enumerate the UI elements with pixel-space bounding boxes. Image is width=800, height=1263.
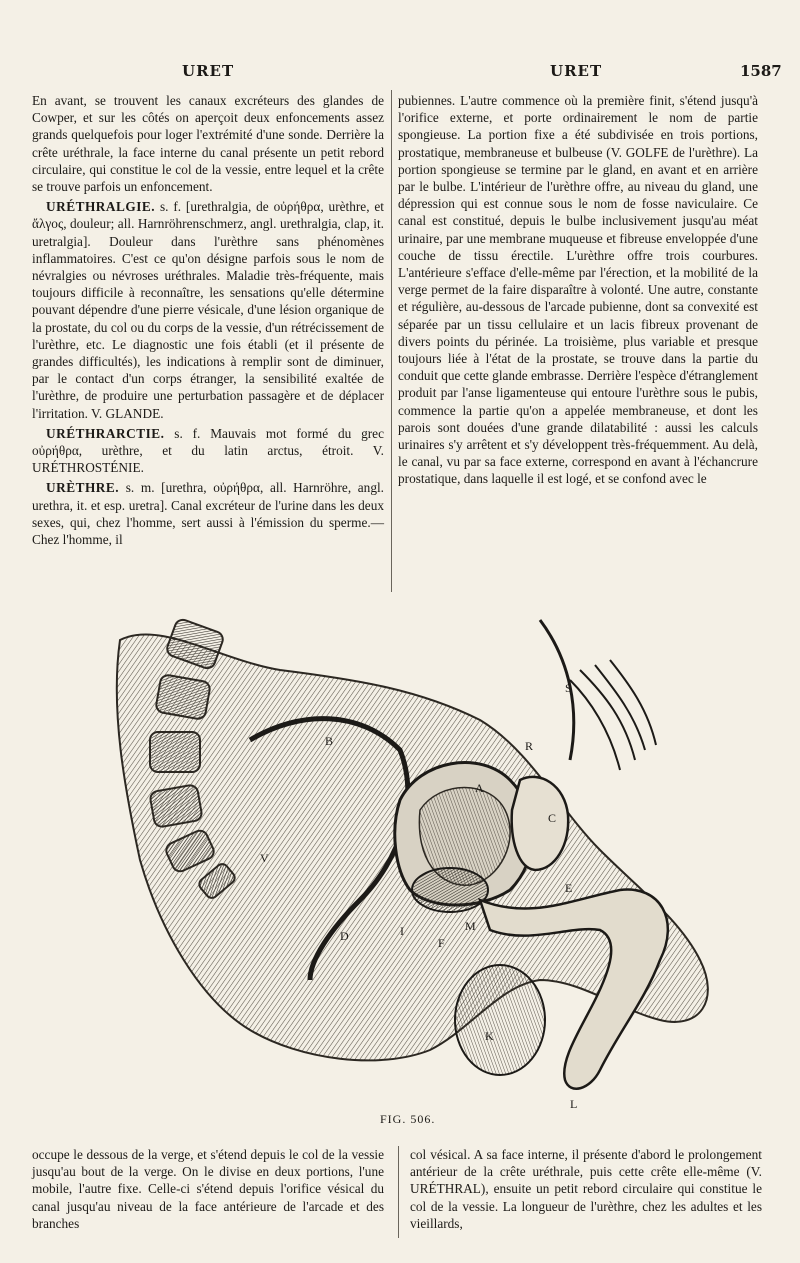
testis: [455, 965, 545, 1075]
pubic-bone: [512, 777, 568, 870]
running-head-left: URET: [182, 62, 235, 80]
figure-caption: FIG. 506.: [380, 1112, 436, 1126]
paragraph: En avant, se trouvent les canaux excréteurs des glandes de Cowper, et sur les côtés on aperçoit deux enfoncements assez grands quelquefois pour loger l'extrémité d'une sonde. Derrière la crête uréthrale, la face interne du canal présente un petit rebord circulaire, qui constitue le col de la vessie, entre lequel et la crête se trouve parfois un enfoncement.: [32, 93, 384, 195]
paragraph: col vésical. A sa face interne, il présente d'abord le prolongement antérieur de la crête uréthrale, puis cette crête elle-même (V. URÉTHRAL), ensuite un petit rebord circulaire qui constitue le col de la vessie. La longueur de l'urèthre, chez les adultes et les vieillards,: [410, 1147, 762, 1231]
right-column: [398, 92, 758, 491]
label-R: R: [525, 739, 534, 753]
label-V: V: [260, 851, 269, 865]
left-column: [32, 92, 384, 551]
label-K: K: [485, 1029, 494, 1043]
label-A: A: [475, 781, 484, 795]
entry-text: s. f. Mauvais mot formé du grec οὐρήθρα, urèthre, et du latin arctus, étroit. V. URÉTHROSTÉNIE.: [32, 425, 384, 476]
label-I: I: [400, 924, 404, 938]
dictionary-entry: [32, 479, 384, 548]
entry-headword: URÉTHRARCTIE.: [46, 425, 165, 441]
label-L: L: [570, 1097, 578, 1111]
paragraph: occupe le dessous de la verge, et s'étend depuis le col de la vessie jusqu'au bout de la verge. On le divise en deux portions, l'une mobile, l'autre fixe. Celle-ci s'étend depuis l'orifice vésical du canal jusqu'au niveau de la face antérieure de l'arcade et des branches: [32, 1147, 384, 1231]
entry-text: s. m. [urethra, οὐρήθρα, all. Harnröhre, angl. urethra, it. et esp. uretra]. Canal excréteur de l'urine dans les deux sexes, qui, chez l'homme, sert aussi à l'émission du sperme.—Chez l'homme, il: [32, 480, 384, 548]
entry-headword: URÉTHRALGIE.: [46, 199, 156, 215]
label-B: B: [325, 734, 334, 748]
column-divider: [391, 90, 392, 592]
paragraph: pubiennes. L'autre commence où la première finit, s'étend jusqu'à l'orifice externe, et porte ordinairement le nom de partie spongieuse. La portion fixe a été subdivisée en trois portions, prostatique, membraneuse et bulbeuse (V. GOLFE de l'urèthre). La portion spongieuse se termine par le gland, en avant et en arrière par le bulbe. L'intérieur de l'urèthre offre, au niveau du gland, une dépression qui est connue sous le nom de fosse naviculaire. Ce canal est constitué, depuis le bulbe inclusivement jusqu'au méat urinaire, par une membrane muqueuse et fibreuse enveloppée d'une couche de tissu érectile. L'urèthre offre trois courbures. L'antérieure s'efface d'elle-même par l'érection, et la mobilité de la verge permet de la faire disparaître à volonté. Une autre, constante et régulière, au-dessous de l'arcade pubienne, dont sa convexité est séparée par un tissu cellulaire et un lacis fibreux provenant de divers points du périnée. La troisième, plus variable et presque toujours liée à l'état de la prostate, se trouve dans la partie du conduit que cette glande embrasse. Derrière l'espèce d'étranglement produit par l'anse ligamenteuse qui entoure l'urèthre sous le pubis, commence la partie qu'on a appelée membraneuse, et dont les parois sont douées d'une grande dilatabilité : aussi les calculs urinaires s'y arrêtent et s'y développent très-fréquemment. Au delà, le canal, vu par sa face externe, correspond en avant à l'échancrure prostatique, dans laquelle il est logé, et se confond avec le: [398, 93, 758, 487]
right-column-bottom: [410, 1146, 762, 1235]
prostate: [412, 868, 488, 912]
dictionary-entry: [32, 198, 384, 422]
label-M: M: [465, 919, 476, 933]
anatomical-figure: [100, 600, 740, 1115]
label-F: F: [438, 936, 445, 950]
page-number: 1587: [740, 62, 782, 80]
running-head-right: URET: [550, 62, 603, 80]
label-S: S: [565, 681, 572, 695]
pubic-hair: [570, 660, 656, 770]
label-C: C: [548, 811, 557, 825]
dictionary-entry: [32, 425, 384, 477]
entry-headword: URÈTHRE.: [46, 480, 120, 496]
column-divider-bottom: [398, 1146, 399, 1238]
label-D: D: [340, 929, 349, 943]
left-column-bottom: [32, 1146, 384, 1235]
label-E: E: [565, 881, 573, 895]
entry-text: s. f. [urethralgia, de οὐρήθρα, urèthre, et ἄλγος, douleur; all. Harnröhrenschmerz, angl. urethralgia, clap, it. uretralgia]. Douleur dans l'urèthre sans phénomènes inflammatoires. C'est ce qu'on désigne parfois sous le nom de névralgies ou névroses uréthrales. Maladie très-fréquente, mais toujours difficile à reconnaître, les sensations qu'elle détermine pouvant dépendre d'une pierre vésicale, d'une lésion organique de la prostate, du col ou du corps de la vessie, d'un rétrécissement de l'urèthre, etc. Le diagnostic une fois établi (et il présente de grandes difficultés), les indications à remplir sont de diminuer, par le contact d'un corps étranger, la sensibilité exaltée de l'urèthre, de produire une perturbation passagère et de déplacer l'irritation. V. GLANDE.: [32, 199, 384, 421]
